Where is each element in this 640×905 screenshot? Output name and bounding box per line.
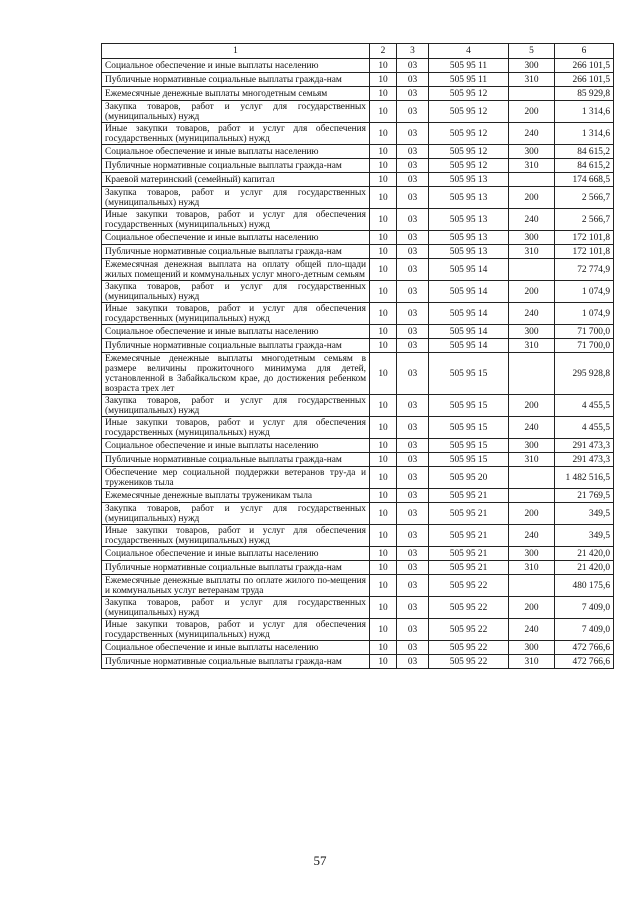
row-amount: 71 700,0	[555, 325, 614, 339]
row-section: 10	[370, 325, 397, 339]
row-expense-type	[509, 259, 555, 281]
table-row	[102, 453, 614, 467]
table-row	[102, 259, 614, 281]
row-name: Ежемесячные денежные выплаты труженикам тыла	[102, 489, 370, 503]
row-target-article: 505 95 21	[429, 503, 509, 525]
row-name: Краевой материнский (семейный) капитал	[102, 173, 370, 187]
row-target-article: 505 95 21	[429, 561, 509, 575]
table-row	[102, 353, 614, 395]
table-row	[102, 575, 614, 597]
row-expense-type: 200	[509, 395, 555, 417]
row-section: 10	[370, 87, 397, 101]
row-target-article: 505 95 22	[429, 575, 509, 597]
row-name: Ежемесячные денежные выплаты многодетным семьям	[102, 87, 370, 101]
row-section: 10	[370, 395, 397, 417]
row-name: Социальное обеспечение и иные выплаты населению	[102, 325, 370, 339]
table-row	[102, 101, 614, 123]
row-subsection: 03	[397, 561, 429, 575]
row-subsection: 03	[397, 417, 429, 439]
row-name: Иные закупки товаров, работ и услуг для обеспечения государственных (муниципальных) нужд	[102, 303, 370, 325]
row-section: 10	[370, 655, 397, 669]
row-name: Ежемесячная денежная выплата на оплату общей пло-щади жилых помещений и коммунальных услуг много-детным семьям	[102, 259, 370, 281]
row-expense-type: 240	[509, 209, 555, 231]
row-expense-type: 200	[509, 187, 555, 209]
table-row	[102, 525, 614, 547]
row-amount: 71 700,0	[555, 339, 614, 353]
row-subsection: 03	[397, 245, 429, 259]
row-section: 10	[370, 453, 397, 467]
row-section: 10	[370, 259, 397, 281]
row-name: Закупка товаров, работ и услуг для государственных (муниципальных) нужд	[102, 187, 370, 209]
row-section: 10	[370, 467, 397, 489]
header-col-1: 1	[102, 44, 370, 59]
row-amount: 1 074,9	[555, 281, 614, 303]
row-amount: 1 314,6	[555, 101, 614, 123]
table-header	[102, 44, 614, 59]
row-expense-type: 300	[509, 231, 555, 245]
row-section: 10	[370, 123, 397, 145]
row-amount: 2 566,7	[555, 187, 614, 209]
table-row	[102, 325, 614, 339]
table-row	[102, 231, 614, 245]
table-row	[102, 655, 614, 669]
row-name: Публичные нормативные социальные выплаты гражда-нам	[102, 159, 370, 173]
row-section: 10	[370, 439, 397, 453]
row-target-article: 505 95 13	[429, 245, 509, 259]
row-section: 10	[370, 417, 397, 439]
row-name: Ежемесячные денежные выплаты по оплате жилого по-мещения и коммунальных услуг ветеранам труда	[102, 575, 370, 597]
table-row	[102, 503, 614, 525]
table-row	[102, 209, 614, 231]
row-amount: 472 766,6	[555, 655, 614, 669]
row-amount: 84 615,2	[555, 159, 614, 173]
header-col-6: 6	[555, 44, 614, 59]
row-target-article: 505 95 12	[429, 159, 509, 173]
row-expense-type: 300	[509, 439, 555, 453]
row-amount: 349,5	[555, 503, 614, 525]
row-expense-type: 310	[509, 245, 555, 259]
row-subsection: 03	[397, 655, 429, 669]
table-row	[102, 187, 614, 209]
table-row	[102, 245, 614, 259]
row-subsection: 03	[397, 489, 429, 503]
table-row	[102, 619, 614, 641]
row-subsection: 03	[397, 59, 429, 73]
row-subsection: 03	[397, 547, 429, 561]
table-row	[102, 303, 614, 325]
row-target-article: 505 95 22	[429, 655, 509, 669]
row-target-article: 505 95 20	[429, 467, 509, 489]
row-name: Иные закупки товаров, работ и услуг для обеспечения государственных (муниципальных) нужд	[102, 525, 370, 547]
table-row	[102, 159, 614, 173]
row-name: Социальное обеспечение и иные выплаты населению	[102, 439, 370, 453]
table-row	[102, 87, 614, 101]
row-target-article: 505 95 15	[429, 353, 509, 395]
row-subsection: 03	[397, 619, 429, 641]
row-expense-type: 240	[509, 525, 555, 547]
row-subsection: 03	[397, 123, 429, 145]
table-row	[102, 73, 614, 87]
row-target-article: 505 95 12	[429, 123, 509, 145]
row-expense-type: 200	[509, 503, 555, 525]
row-section: 10	[370, 575, 397, 597]
row-section: 10	[370, 159, 397, 173]
row-target-article: 505 95 14	[429, 339, 509, 353]
row-expense-type: 240	[509, 619, 555, 641]
row-amount: 1 314,6	[555, 123, 614, 145]
table-row	[102, 597, 614, 619]
row-amount: 85 929,8	[555, 87, 614, 101]
row-name: Закупка товаров, работ и услуг для государственных (муниципальных) нужд	[102, 101, 370, 123]
row-name: Ежемесячные денежные выплаты многодетным семьям в размере величины прожиточного минимума для детей, установленной в Забайкальском крае, до достижения ребенком возраста трех лет	[102, 353, 370, 395]
table-row	[102, 281, 614, 303]
row-section: 10	[370, 173, 397, 187]
row-name: Закупка товаров, работ и услуг для государственных (муниципальных) нужд	[102, 597, 370, 619]
row-section: 10	[370, 641, 397, 655]
row-expense-type: 300	[509, 145, 555, 159]
header-row	[102, 44, 614, 59]
row-expense-type	[509, 87, 555, 101]
row-amount: 2 566,7	[555, 209, 614, 231]
row-expense-type: 310	[509, 73, 555, 87]
row-expense-type: 240	[509, 123, 555, 145]
row-name: Иные закупки товаров, работ и услуг для обеспечения государственных (муниципальных) нужд	[102, 209, 370, 231]
row-subsection: 03	[397, 173, 429, 187]
row-target-article: 505 95 14	[429, 303, 509, 325]
row-subsection: 03	[397, 339, 429, 353]
row-expense-type: 310	[509, 339, 555, 353]
row-target-article: 505 95 13	[429, 209, 509, 231]
row-expense-type: 300	[509, 641, 555, 655]
row-name: Социальное обеспечение и иные выплаты населению	[102, 145, 370, 159]
row-section: 10	[370, 503, 397, 525]
row-amount: 21 420,0	[555, 547, 614, 561]
row-target-article: 505 95 14	[429, 281, 509, 303]
row-section: 10	[370, 547, 397, 561]
row-name: Публичные нормативные социальные выплаты гражда-нам	[102, 561, 370, 575]
row-section: 10	[370, 489, 397, 503]
row-section: 10	[370, 353, 397, 395]
page-number: 57	[313, 853, 327, 868]
row-target-article: 505 95 12	[429, 87, 509, 101]
row-target-article: 505 95 22	[429, 597, 509, 619]
row-amount: 1 074,9	[555, 303, 614, 325]
row-amount: 21 769,5	[555, 489, 614, 503]
row-section: 10	[370, 145, 397, 159]
header-col-3: 3	[397, 44, 429, 59]
row-target-article: 505 95 11	[429, 73, 509, 87]
header-col-2: 2	[370, 44, 397, 59]
budget-table	[101, 43, 614, 669]
row-expense-type: 300	[509, 325, 555, 339]
row-expense-type	[509, 353, 555, 395]
row-amount: 291 473,3	[555, 439, 614, 453]
row-name: Социальное обеспечение и иные выплаты населению	[102, 231, 370, 245]
row-expense-type: 200	[509, 281, 555, 303]
row-expense-type	[509, 575, 555, 597]
table-row	[102, 467, 614, 489]
row-expense-type: 200	[509, 597, 555, 619]
row-name: Публичные нормативные социальные выплаты гражда-нам	[102, 339, 370, 353]
row-target-article: 505 95 13	[429, 231, 509, 245]
row-amount: 4 455,5	[555, 395, 614, 417]
row-section: 10	[370, 525, 397, 547]
row-subsection: 03	[397, 209, 429, 231]
table-row	[102, 123, 614, 145]
table-row	[102, 641, 614, 655]
row-subsection: 03	[397, 467, 429, 489]
row-subsection: 03	[397, 159, 429, 173]
row-target-article: 505 95 15	[429, 417, 509, 439]
row-target-article: 505 95 21	[429, 525, 509, 547]
row-section: 10	[370, 231, 397, 245]
row-expense-type: 310	[509, 159, 555, 173]
row-subsection: 03	[397, 87, 429, 101]
row-expense-type: 310	[509, 655, 555, 669]
row-subsection: 03	[397, 597, 429, 619]
row-name: Социальное обеспечение и иные выплаты населению	[102, 547, 370, 561]
row-section: 10	[370, 245, 397, 259]
row-subsection: 03	[397, 641, 429, 655]
row-subsection: 03	[397, 395, 429, 417]
header-col-4: 4	[429, 44, 509, 59]
row-subsection: 03	[397, 325, 429, 339]
table-row	[102, 395, 614, 417]
row-name: Публичные нормативные социальные выплаты гражда-нам	[102, 73, 370, 87]
row-amount: 174 668,5	[555, 173, 614, 187]
row-target-article: 505 95 21	[429, 547, 509, 561]
row-target-article: 505 95 13	[429, 187, 509, 209]
row-subsection: 03	[397, 101, 429, 123]
row-name: Иные закупки товаров, работ и услуг для обеспечения государственных (муниципальных) нужд	[102, 417, 370, 439]
row-amount: 291 473,3	[555, 453, 614, 467]
row-subsection: 03	[397, 281, 429, 303]
table-body	[102, 59, 614, 669]
row-expense-type: 310	[509, 453, 555, 467]
row-target-article: 505 95 14	[429, 325, 509, 339]
row-section: 10	[370, 281, 397, 303]
row-target-article: 505 95 15	[429, 395, 509, 417]
row-amount: 7 409,0	[555, 619, 614, 641]
row-name: Обеспечение мер социальной поддержки ветеранов тру-да и тружеников тыла	[102, 467, 370, 489]
row-name: Публичные нормативные социальные выплаты гражда-нам	[102, 655, 370, 669]
row-amount: 21 420,0	[555, 561, 614, 575]
row-target-article: 505 95 12	[429, 145, 509, 159]
row-expense-type: 310	[509, 561, 555, 575]
row-amount: 472 766,6	[555, 641, 614, 655]
row-amount: 266 101,5	[555, 59, 614, 73]
row-name: Закупка товаров, работ и услуг для государственных (муниципальных) нужд	[102, 281, 370, 303]
row-subsection: 03	[397, 187, 429, 209]
row-target-article: 505 95 22	[429, 641, 509, 655]
row-amount: 84 615,2	[555, 145, 614, 159]
row-amount: 1 482 516,5	[555, 467, 614, 489]
table-row	[102, 489, 614, 503]
row-amount: 4 455,5	[555, 417, 614, 439]
row-subsection: 03	[397, 353, 429, 395]
row-name: Публичные нормативные социальные выплаты гражда-нам	[102, 453, 370, 467]
row-amount: 266 101,5	[555, 73, 614, 87]
row-expense-type	[509, 489, 555, 503]
row-section: 10	[370, 619, 397, 641]
table-row	[102, 561, 614, 575]
row-amount: 349,5	[555, 525, 614, 547]
row-section: 10	[370, 303, 397, 325]
table-row	[102, 417, 614, 439]
table-row	[102, 173, 614, 187]
row-expense-type	[509, 467, 555, 489]
table-row	[102, 547, 614, 561]
row-expense-type: 300	[509, 59, 555, 73]
row-target-article: 505 95 15	[429, 453, 509, 467]
row-subsection: 03	[397, 231, 429, 245]
row-target-article: 505 95 13	[429, 173, 509, 187]
row-name: Социальное обеспечение и иные выплаты населению	[102, 641, 370, 655]
table-row	[102, 59, 614, 73]
row-subsection: 03	[397, 453, 429, 467]
row-amount: 72 774,9	[555, 259, 614, 281]
row-amount: 7 409,0	[555, 597, 614, 619]
row-target-article: 505 95 21	[429, 489, 509, 503]
table-row	[102, 145, 614, 159]
row-target-article: 505 95 12	[429, 101, 509, 123]
row-section: 10	[370, 209, 397, 231]
row-section: 10	[370, 59, 397, 73]
row-expense-type: 240	[509, 303, 555, 325]
table-row	[102, 439, 614, 453]
row-expense-type: 240	[509, 417, 555, 439]
row-subsection: 03	[397, 259, 429, 281]
row-section: 10	[370, 339, 397, 353]
row-target-article: 505 95 15	[429, 439, 509, 453]
row-name: Закупка товаров, работ и услуг для государственных (муниципальных) нужд	[102, 503, 370, 525]
table-row	[102, 339, 614, 353]
row-subsection: 03	[397, 303, 429, 325]
row-name: Социальное обеспечение и иные выплаты населению	[102, 59, 370, 73]
row-target-article: 505 95 14	[429, 259, 509, 281]
row-section: 10	[370, 597, 397, 619]
row-section: 10	[370, 561, 397, 575]
row-name: Иные закупки товаров, работ и услуг для обеспечения государственных (муниципальных) нужд	[102, 619, 370, 641]
header-col-5: 5	[509, 44, 555, 59]
row-section: 10	[370, 187, 397, 209]
row-subsection: 03	[397, 73, 429, 87]
row-subsection: 03	[397, 503, 429, 525]
row-subsection: 03	[397, 575, 429, 597]
row-expense-type: 200	[509, 101, 555, 123]
row-name: Иные закупки товаров, работ и услуг для обеспечения государственных (муниципальных) нужд	[102, 123, 370, 145]
row-target-article: 505 95 11	[429, 59, 509, 73]
row-target-article: 505 95 22	[429, 619, 509, 641]
row-expense-type	[509, 173, 555, 187]
row-amount: 172 101,8	[555, 231, 614, 245]
row-amount: 295 928,8	[555, 353, 614, 395]
row-section: 10	[370, 73, 397, 87]
row-name: Закупка товаров, работ и услуг для государственных (муниципальных) нужд	[102, 395, 370, 417]
row-subsection: 03	[397, 439, 429, 453]
row-subsection: 03	[397, 145, 429, 159]
row-amount: 172 101,8	[555, 245, 614, 259]
row-expense-type: 300	[509, 547, 555, 561]
row-amount: 480 175,6	[555, 575, 614, 597]
row-subsection: 03	[397, 525, 429, 547]
row-name: Публичные нормативные социальные выплаты гражда-нам	[102, 245, 370, 259]
row-section: 10	[370, 101, 397, 123]
